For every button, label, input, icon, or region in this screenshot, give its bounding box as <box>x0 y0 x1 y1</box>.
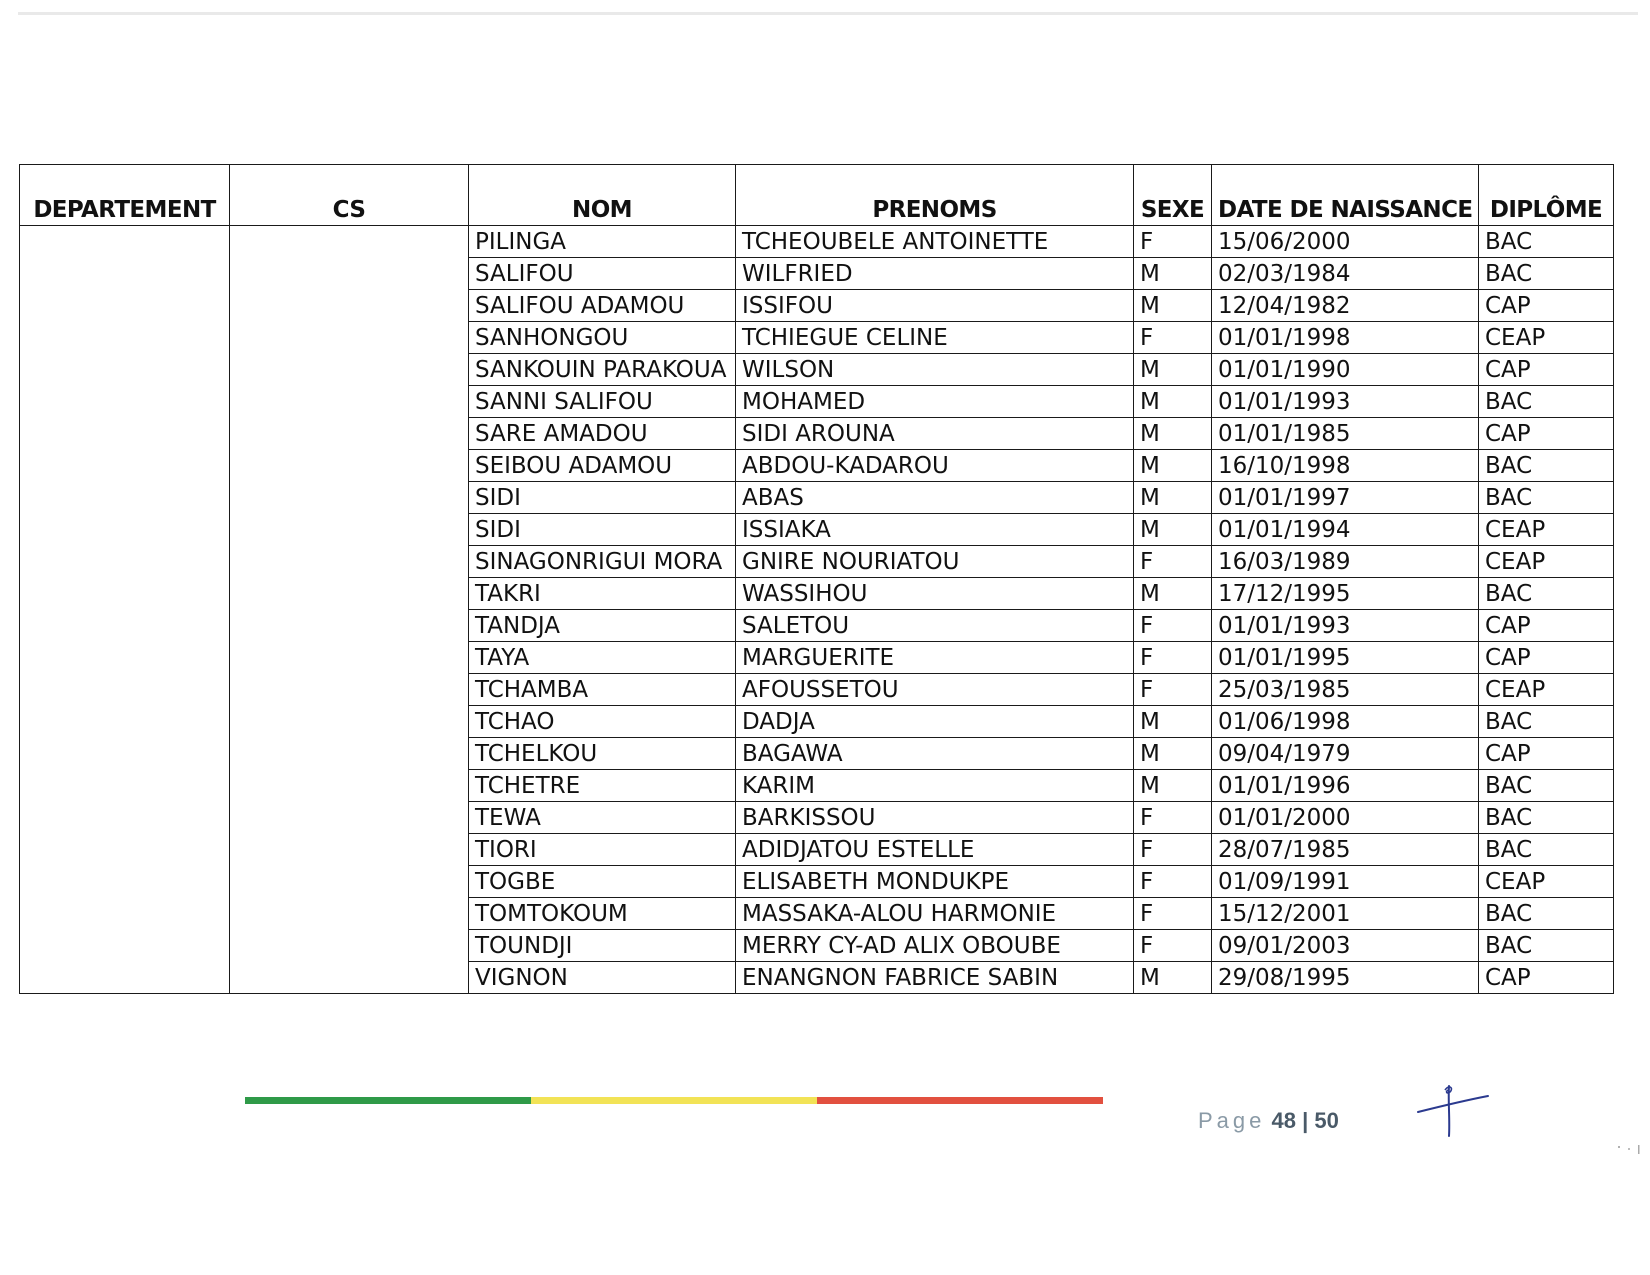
prenoms-cell: MARGUERITE <box>736 642 1134 674</box>
footer-bar-green <box>245 1097 531 1104</box>
prenoms-cell: ISSIAKA <box>736 514 1134 546</box>
date-naissance-cell: 01/01/1985 <box>1212 418 1479 450</box>
footer-bar-red <box>817 1097 1103 1104</box>
diplome-cell: BAC <box>1479 770 1614 802</box>
sexe-cell: F <box>1134 226 1212 258</box>
date-naissance-cell: 01/09/1991 <box>1212 866 1479 898</box>
sexe-cell: M <box>1134 258 1212 290</box>
diplome-cell: BAC <box>1479 802 1614 834</box>
nom-cell: VIGNON <box>469 962 736 994</box>
date-naissance-cell: 01/01/1998 <box>1212 322 1479 354</box>
page-total: 50 <box>1314 1108 1339 1133</box>
nom-cell: TIORI <box>469 834 736 866</box>
date-naissance-cell: 01/01/1995 <box>1212 642 1479 674</box>
sexe-cell: F <box>1134 898 1212 930</box>
nom-cell: SANNI SALIFOU <box>469 386 736 418</box>
date-naissance-cell: 16/10/1998 <box>1212 450 1479 482</box>
diplome-cell: CEAP <box>1479 866 1614 898</box>
sexe-cell: M <box>1134 514 1212 546</box>
nom-cell: PILINGA <box>469 226 736 258</box>
prenoms-cell: ABDOU-KADAROU <box>736 450 1134 482</box>
date-naissance-cell: 28/07/1985 <box>1212 834 1479 866</box>
prenoms-cell: ELISABETH MONDUKPE <box>736 866 1134 898</box>
prenoms-cell: AFOUSSETOU <box>736 674 1134 706</box>
nom-cell: TAKRI <box>469 578 736 610</box>
prenoms-cell: WILFRIED <box>736 258 1134 290</box>
diplome-cell: CAP <box>1479 290 1614 322</box>
date-naissance-cell: 01/01/1996 <box>1212 770 1479 802</box>
prenoms-cell: WASSIHOU <box>736 578 1134 610</box>
date-naissance-cell: 01/01/1993 <box>1212 386 1479 418</box>
prenoms-cell: ENANGNON FABRICE SABIN <box>736 962 1134 994</box>
sexe-cell: F <box>1134 546 1212 578</box>
nom-cell: SINAGONRIGUI MORA <box>469 546 736 578</box>
sexe-cell: M <box>1134 354 1212 386</box>
diplome-cell: BAC <box>1479 482 1614 514</box>
nom-cell: SALIFOU <box>469 258 736 290</box>
diplome-cell: CEAP <box>1479 514 1614 546</box>
sexe-cell: M <box>1134 418 1212 450</box>
diplome-cell: CAP <box>1479 418 1614 450</box>
sexe-cell: M <box>1134 482 1212 514</box>
sexe-cell: M <box>1134 450 1212 482</box>
date-naissance-cell: 16/03/1989 <box>1212 546 1479 578</box>
sexe-cell: F <box>1134 930 1212 962</box>
page-separator: | <box>1302 1108 1309 1133</box>
diplome-cell: BAC <box>1479 386 1614 418</box>
prenoms-cell: WILSON <box>736 354 1134 386</box>
prenoms-cell: SIDI AROUNA <box>736 418 1134 450</box>
signature-icon <box>1412 1080 1492 1140</box>
nom-cell: SIDI <box>469 514 736 546</box>
roster-body <box>20 226 1614 994</box>
nom-cell: SALIFOU ADAMOU <box>469 290 736 322</box>
prenoms-cell: ABAS <box>736 482 1134 514</box>
diplome-cell: BAC <box>1479 834 1614 866</box>
diplome-cell: BAC <box>1479 930 1614 962</box>
nom-cell: TCHETRE <box>469 770 736 802</box>
header-sexe: SEXE <box>1134 165 1212 226</box>
sexe-cell: M <box>1134 738 1212 770</box>
footer-bar-yellow <box>531 1097 817 1104</box>
diplome-cell: CAP <box>1479 610 1614 642</box>
table-row <box>20 226 1614 258</box>
sexe-cell: F <box>1134 802 1212 834</box>
diplome-cell: BAC <box>1479 226 1614 258</box>
nom-cell: TOUNDJI <box>469 930 736 962</box>
prenoms-cell: TCHIEGUE CELINE <box>736 322 1134 354</box>
date-naissance-cell: 09/04/1979 <box>1212 738 1479 770</box>
date-naissance-cell: 15/12/2001 <box>1212 898 1479 930</box>
page-current: 48 <box>1271 1108 1296 1133</box>
date-naissance-cell: 01/01/1994 <box>1212 514 1479 546</box>
sexe-cell: M <box>1134 962 1212 994</box>
sexe-cell: M <box>1134 770 1212 802</box>
header-date-naissance: DATE DE NAISSANCE <box>1212 165 1479 226</box>
nom-cell: TAYA <box>469 642 736 674</box>
nom-cell: TANDJA <box>469 610 736 642</box>
prenoms-cell: MERRY CY-AD ALIX OBOUBE <box>736 930 1134 962</box>
header-row <box>20 165 1614 226</box>
diplome-cell: CAP <box>1479 738 1614 770</box>
nom-cell: SANKOUIN PARAKOUA <box>469 354 736 386</box>
diplome-cell: CEAP <box>1479 674 1614 706</box>
footer-color-bar <box>245 1097 1103 1104</box>
nom-cell: SEIBOU ADAMOU <box>469 450 736 482</box>
date-naissance-cell: 25/03/1985 <box>1212 674 1479 706</box>
sexe-cell: F <box>1134 642 1212 674</box>
sexe-cell: F <box>1134 322 1212 354</box>
prenoms-cell: MOHAMED <box>736 386 1134 418</box>
diplome-cell: CAP <box>1479 962 1614 994</box>
sexe-cell: M <box>1134 290 1212 322</box>
nom-cell: TOMTOKOUM <box>469 898 736 930</box>
date-naissance-cell: 01/06/1998 <box>1212 706 1479 738</box>
nom-cell: SIDI <box>469 482 736 514</box>
diplome-cell: BAC <box>1479 450 1614 482</box>
diplome-cell: BAC <box>1479 258 1614 290</box>
nom-cell: SARE AMADOU <box>469 418 736 450</box>
date-naissance-cell: 15/06/2000 <box>1212 226 1479 258</box>
prenoms-cell: ISSIFOU <box>736 290 1134 322</box>
sexe-cell: F <box>1134 834 1212 866</box>
scan-specks <box>1615 1143 1645 1163</box>
nom-cell: TCHAO <box>469 706 736 738</box>
sexe-cell: F <box>1134 866 1212 898</box>
departement-cell <box>20 226 230 994</box>
page-number <box>1198 1108 1339 1134</box>
prenoms-cell: GNIRE NOURIATOU <box>736 546 1134 578</box>
date-naissance-cell: 02/03/1984 <box>1212 258 1479 290</box>
date-naissance-cell: 01/01/2000 <box>1212 802 1479 834</box>
diplome-cell: CAP <box>1479 642 1614 674</box>
prenoms-cell: ADIDJATOU ESTELLE <box>736 834 1134 866</box>
prenoms-cell: BARKISSOU <box>736 802 1134 834</box>
cs-cell <box>230 226 469 994</box>
diplome-cell: BAC <box>1479 578 1614 610</box>
diplome-cell: CEAP <box>1479 546 1614 578</box>
header-nom: NOM <box>469 165 736 226</box>
roster-table <box>19 164 1614 994</box>
scan-top-edge <box>18 12 1638 15</box>
prenoms-cell: KARIM <box>736 770 1134 802</box>
date-naissance-cell: 29/08/1995 <box>1212 962 1479 994</box>
diplome-cell: BAC <box>1479 898 1614 930</box>
header-diplome: DIPLÔME <box>1479 165 1614 226</box>
sexe-cell: M <box>1134 706 1212 738</box>
date-naissance-cell: 01/01/1997 <box>1212 482 1479 514</box>
header-departement: DEPARTEMENT <box>20 165 230 226</box>
sexe-cell: F <box>1134 674 1212 706</box>
date-naissance-cell: 09/01/2003 <box>1212 930 1479 962</box>
date-naissance-cell: 17/12/1995 <box>1212 578 1479 610</box>
prenoms-cell: BAGAWA <box>736 738 1134 770</box>
diplome-cell: BAC <box>1479 706 1614 738</box>
prenoms-cell: MASSAKA-ALOU HARMONIE <box>736 898 1134 930</box>
diplome-cell: CAP <box>1479 354 1614 386</box>
header-prenoms: PRENOMS <box>736 165 1134 226</box>
nom-cell: SANHONGOU <box>469 322 736 354</box>
nom-cell: TCHELKOU <box>469 738 736 770</box>
prenoms-cell: TCHEOUBELE ANTOINETTE <box>736 226 1134 258</box>
date-naissance-cell: 01/01/1990 <box>1212 354 1479 386</box>
nom-cell: TCHAMBA <box>469 674 736 706</box>
sexe-cell: M <box>1134 578 1212 610</box>
sexe-cell: F <box>1134 610 1212 642</box>
sexe-cell: M <box>1134 386 1212 418</box>
prenoms-cell: DADJA <box>736 706 1134 738</box>
diplome-cell: CEAP <box>1479 322 1614 354</box>
prenoms-cell: SALETOU <box>736 610 1134 642</box>
date-naissance-cell: 01/01/1993 <box>1212 610 1479 642</box>
date-naissance-cell: 12/04/1982 <box>1212 290 1479 322</box>
nom-cell: TOGBE <box>469 866 736 898</box>
page-label: Page <box>1198 1108 1266 1133</box>
nom-cell: TEWA <box>469 802 736 834</box>
header-cs: CS <box>230 165 469 226</box>
